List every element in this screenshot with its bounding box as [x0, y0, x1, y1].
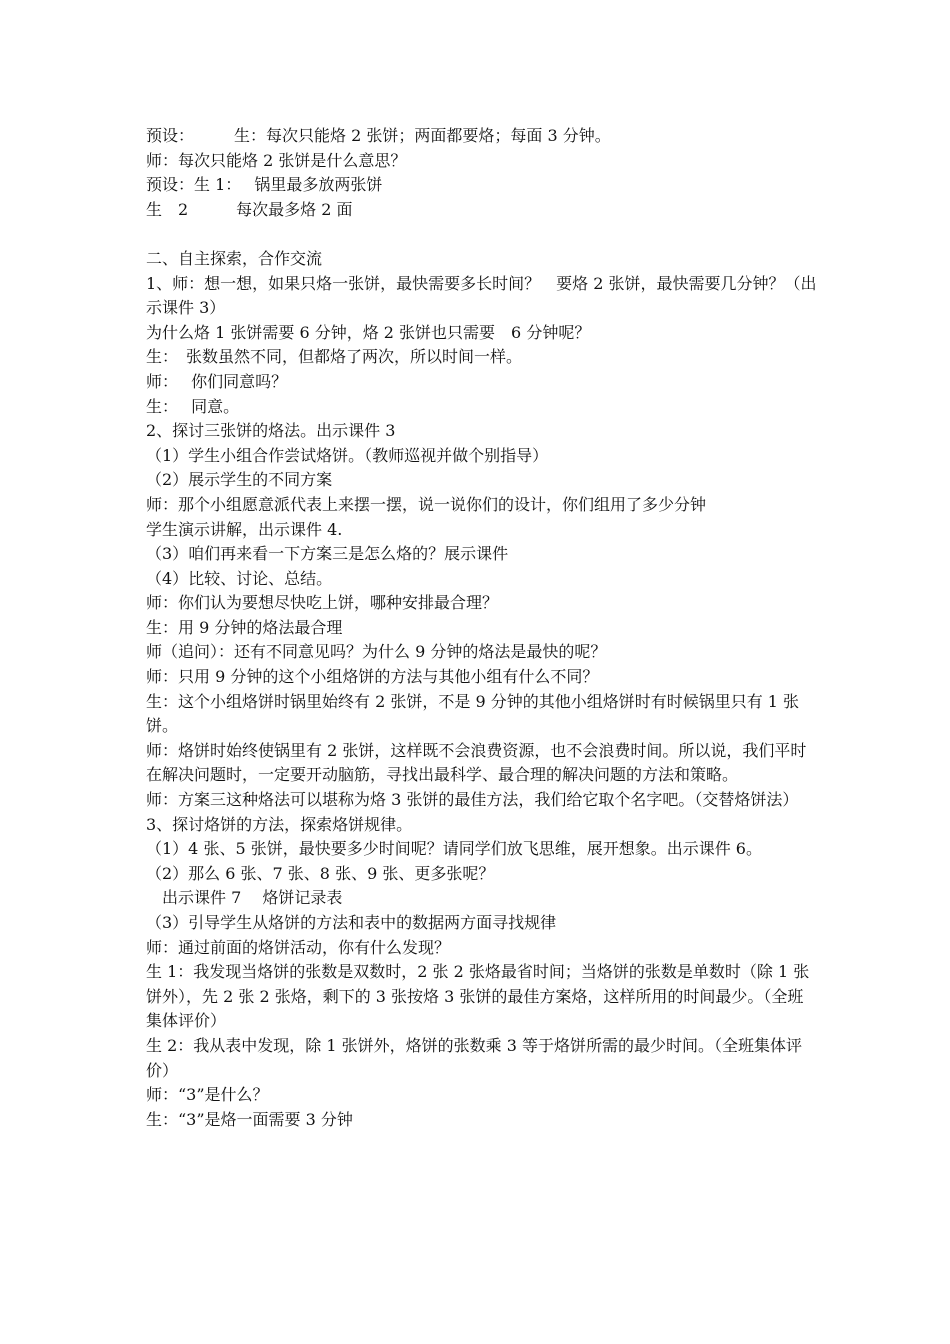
text-line: 2、探讨三张饼的烙法。出示课件 3: [146, 421, 396, 441]
text-line: （2）那么 6 张、7 张、8 张、9 张、更多张呢？: [146, 863, 495, 883]
text-line: 师（追问）：还有不同意见吗？为什么 9 分钟的烙法是最快的呢？: [146, 642, 607, 662]
blank-line: [146, 222, 818, 247]
text-line: 3、探讨烙饼的方法，探索烙饼规律。: [146, 814, 413, 834]
text-line: 生 1：我发现当烙饼的张数是双数时，2 张 2 张烙最省时间；当烙饼的张数是单数时（除 1 张饼外），先 2 张 2 张烙，剩下的 3 张按烙 3 张饼的最佳方案烙，这样所用的时间最少。（全班集体评价）: [146, 962, 810, 1031]
text-line: 师：那个小组愿意派代表上来摆一摆，说一说你们的设计，你们组用了多少分钟: [146, 494, 707, 514]
text-line: 生：这个小组烙饼时锅里始终有 2 张饼，不是 9 分钟的其他小组烙饼时有时候锅里只有 1 张饼。: [146, 691, 800, 736]
text-line: （4）比较、讨论、总结。: [146, 568, 333, 588]
text-line: 师：方案三这种烙法可以堪称为烙 3 张饼的最佳方法，我们给它取个名字吧。（交替烙饼法）: [146, 790, 799, 810]
section-heading: 二、自主探索，合作交流: [146, 248, 323, 268]
text-line: 师：只用 9 分钟的这个小组烙饼的方法与其他小组有什么不同？: [146, 667, 599, 687]
text-line: 生：用 9 分钟的烙法最合理: [146, 617, 343, 637]
text-line: 师： 你们同意吗？: [146, 371, 288, 391]
text-line: 预设： 生：每次只能烙 2 张饼；两面都要烙；每面 3 分钟。: [146, 126, 611, 145]
text-line: 生： 同意。: [146, 396, 240, 416]
text-line: 生 2 每次最多烙 2 面: [146, 199, 353, 219]
text-line: （3）咱们再来看一下方案三是怎么烙的？展示课件: [146, 544, 509, 564]
text-line: 师：你们认为要想尽快吃上饼，哪种安排最合理？: [146, 593, 499, 613]
text-line: 师：每次只能烙 2 张饼是什么意思？: [146, 150, 407, 170]
text-line: 生： 张数虽然不同，但都烙了两次，所以时间一样。: [146, 347, 523, 367]
lesson-text: [146, 124, 818, 1132]
text-line: 预设：生 1： 锅里最多放两张饼: [146, 175, 383, 195]
text-line: 师：“3”是什么？: [146, 1085, 269, 1105]
text-line: 为什么烙 1 张饼需要 6 分钟，烙 2 张饼也只需要 6 分钟呢？: [146, 322, 591, 342]
text-line: （1）4 张、5 张饼，最快要多少时间呢？请同学们放飞思维，展开想象。出示课件 6。: [146, 839, 762, 859]
text-line: 生：“3”是烙一面需要 3 分钟: [146, 1109, 353, 1129]
text-line: 学生演示讲解，出示课件 4.: [146, 519, 343, 539]
text-line: （1）学生小组合作尝试烙饼。（教师巡视并做个别指导）: [146, 445, 549, 465]
text-line: 师：通过前面的烙饼活动，你有什么发现？: [146, 937, 451, 957]
text-line: （2）展示学生的不同方案: [146, 470, 333, 490]
text-line: 1、师：想一想，如果只烙一张饼，最快需要多长时间？ 要烙 2 张饼，最快需要几分钟？（出示课件 3）: [146, 273, 817, 318]
text-line: 师：烙饼时始终使锅里有 2 张饼，这样既不会浪费资源，也不会浪费时间。所以说，我们平时在解决问题时，一定要开动脑筋，寻找出最科学、最合理的解决问题的方法和策略。: [146, 740, 807, 785]
text-line: （3）引导学生从烙饼的方法和表中的数据两方面寻找规律: [146, 913, 557, 932]
text-line: 生 2：我从表中发现，除 1 张饼外，烙饼的张数乘 3 等于烙饼所需的最少时间。（全班集体评价）: [146, 1035, 802, 1080]
text-line: 出示课件 7 烙饼记录表: [146, 888, 343, 908]
